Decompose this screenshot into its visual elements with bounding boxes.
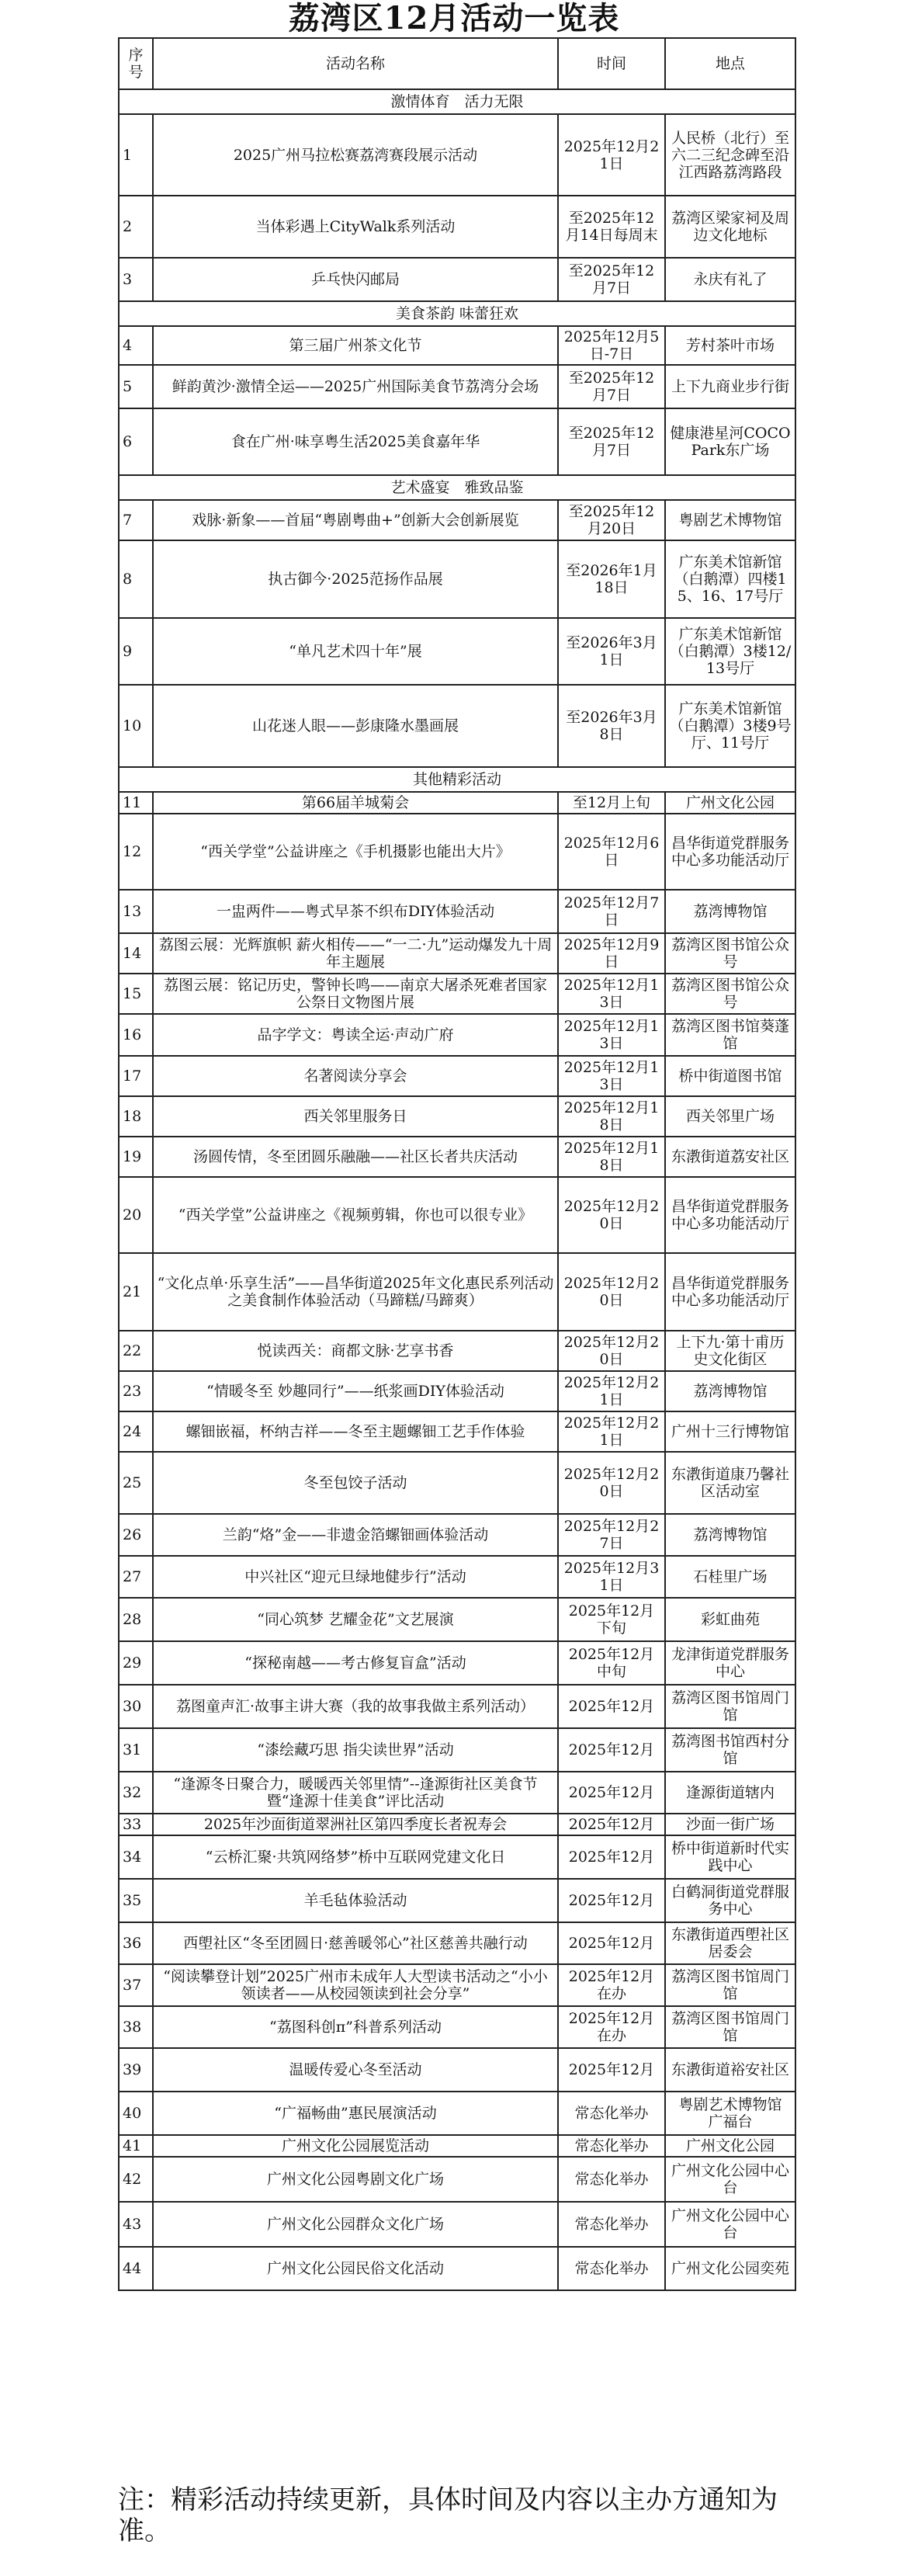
row-number: 6: [119, 408, 153, 475]
activity-location: 荔湾博物馆: [665, 890, 795, 933]
row-number: 2: [119, 196, 153, 258]
activity-time: 2025年12月: [558, 1772, 665, 1814]
activity-name: “云桥汇聚·共筑网络梦”桥中互联网党建文化日: [153, 1835, 558, 1879]
activity-time: 至2025年12月20日: [558, 500, 665, 540]
row-number: 30: [119, 1685, 153, 1728]
activity-name: “广福畅曲”惠民展演活动: [153, 2092, 558, 2135]
activity-name: “西关学堂”公益讲座之《手机摄影也能出大片》: [153, 814, 558, 890]
activity-name: 品字学文：粤读全运·声动广府: [153, 1014, 558, 1056]
table-row: [119, 1814, 795, 1835]
activity-name: 悦读西关：商都文脉·艺享书香: [153, 1331, 558, 1371]
activity-name: 戏脉·新象——首届“粤剧粤曲+”创新大会创新展览: [153, 500, 558, 540]
activity-name: 第66届羊城菊会: [153, 792, 558, 814]
table-row: [119, 1014, 795, 1056]
row-number: 11: [119, 792, 153, 814]
activity-location: 东漖街道裕安社区: [665, 2048, 795, 2092]
activity-name: 一盅两件——粤式早茶不织布DIY体验活动: [153, 890, 558, 933]
row-number: 20: [119, 1177, 153, 1253]
activity-location: 广州文化公园: [665, 792, 795, 814]
activity-time: 2025年12月5日-7日: [558, 326, 665, 365]
activity-name: 第三届广州茶文化节: [153, 326, 558, 365]
row-number: 9: [119, 618, 153, 685]
activity-time: 2025年12月31日: [558, 1556, 665, 1598]
table-row: [119, 258, 795, 301]
row-number: 34: [119, 1835, 153, 1879]
row-number: 19: [119, 1137, 153, 1177]
activity-name: 汤圆传情，冬至团圆乐融融——社区长者共庆活动: [153, 1137, 558, 1177]
activity-time: 2025年12月18日: [558, 1137, 665, 1177]
activity-location: 人民桥（北行）至六二三纪念碑至沿江西路荔湾路段: [665, 114, 795, 196]
activity-name: 食在广州·味享粤生活2025美食嘉年华: [153, 408, 558, 475]
table-row: [119, 974, 795, 1014]
table-row: [119, 1096, 795, 1137]
activity-time: 常态化举办: [558, 2202, 665, 2247]
table-row: [119, 326, 795, 365]
activity-time: 2025年12月中旬: [558, 1641, 665, 1685]
activity-time: 2025年12月下旬: [558, 1598, 665, 1641]
row-number: 31: [119, 1728, 153, 1772]
table-row: [119, 618, 795, 685]
table-row: [119, 890, 795, 933]
activity-name: 广州文化公园群众文化广场: [153, 2202, 558, 2247]
table-row: [119, 2247, 795, 2290]
activity-name: 中兴社区“迎元旦绿地健步行”活动: [153, 1556, 558, 1598]
activity-time: 常态化举办: [558, 2135, 665, 2157]
activity-location: 桥中街道图书馆: [665, 1056, 795, 1096]
activity-name: “文化点单·乐享生活”——昌华街道2025年文化惠民系列活动之美食制作体验活动（马蹄糕/马蹄爽）: [153, 1253, 558, 1331]
activity-time: 至2026年3月1日: [558, 618, 665, 685]
activity-location: 西关邻里广场: [665, 1096, 795, 1137]
table-row: [119, 2157, 795, 2202]
table-row: [119, 1556, 795, 1598]
table-row: [119, 1137, 795, 1177]
row-number: 36: [119, 1922, 153, 1964]
activity-name: 西塱社区“冬至团圆日·慈善暖邻心”社区慈善共融行动: [153, 1922, 558, 1964]
activity-location: 东漖街道康乃馨社区活动室: [665, 1452, 795, 1514]
table-row: [119, 1253, 795, 1331]
activity-location: 芳村茶叶市场: [665, 326, 795, 365]
activity-name: 西关邻里服务日: [153, 1096, 558, 1137]
activity-time: 至12月上旬: [558, 792, 665, 814]
activity-location: 荔湾区图书馆葵蓬馆: [665, 1014, 795, 1056]
activity-location: 荔湾区图书馆公众号: [665, 933, 795, 974]
activity-location: 永庆有礼了: [665, 258, 795, 301]
row-number: 12: [119, 814, 153, 890]
row-number: 13: [119, 890, 153, 933]
row-number: 33: [119, 1814, 153, 1835]
activity-location: 荔湾区图书馆周门馆: [665, 2006, 795, 2048]
section-title: 激情体育 活力无限: [119, 89, 795, 114]
activity-location: 广州文化公园中心台: [665, 2157, 795, 2202]
table-row: [119, 1452, 795, 1514]
activity-time: 2025年12月20日: [558, 1177, 665, 1253]
table-row: [119, 1411, 795, 1452]
activity-time: 2025年12月13日: [558, 1056, 665, 1096]
table-row: [119, 1772, 795, 1814]
activity-table: [118, 37, 796, 2291]
activity-name: “漆绘藏巧思 指尖读世界”活动: [153, 1728, 558, 1772]
table-header-row: [119, 38, 795, 89]
table-row: [119, 1056, 795, 1096]
activity-name: 乒乓快闪邮局: [153, 258, 558, 301]
activity-name: “探秘南越——考古修复盲盒”活动: [153, 1641, 558, 1685]
activity-time: 至2025年12月7日: [558, 365, 665, 408]
section-header-row: [119, 475, 795, 500]
row-number: 37: [119, 1964, 153, 2006]
activity-location: 昌华街道党群服务中心多功能活动厅: [665, 1253, 795, 1331]
activity-location: 昌华街道党群服务中心多功能活动厅: [665, 1177, 795, 1253]
activity-name: 名著阅读分享会: [153, 1056, 558, 1096]
row-number: 26: [119, 1514, 153, 1556]
activity-time: 2025年12月21日: [558, 1411, 665, 1452]
section-header-row: [119, 767, 795, 792]
row-number: 32: [119, 1772, 153, 1814]
row-number: 22: [119, 1331, 153, 1371]
activity-location: 逢源街道辖内: [665, 1772, 795, 1814]
section-title: 艺术盛宴 雅致品鉴: [119, 475, 795, 500]
table-row: [119, 500, 795, 540]
activity-time: 2025年12月: [558, 1922, 665, 1964]
page-title: 荔湾区12月活动一览表: [288, 0, 620, 36]
activity-location: 荔湾区图书馆周门馆: [665, 1685, 795, 1728]
activity-name: 山花迷人眼——彭康隆水墨画展: [153, 685, 558, 767]
table-row: [119, 1371, 795, 1411]
row-number: 41: [119, 2135, 153, 2157]
activity-time: 2025年12月: [558, 1814, 665, 1835]
activity-name: 2025广州马拉松赛荔湾赛段展示活动: [153, 114, 558, 196]
row-number: 43: [119, 2202, 153, 2247]
activity-location: 彩虹曲苑: [665, 1598, 795, 1641]
table-row: [119, 2092, 795, 2135]
activity-time: 2025年12月在办: [558, 2006, 665, 2048]
row-number: 10: [119, 685, 153, 767]
activity-time: 至2025年12月7日: [558, 258, 665, 301]
activity-location: 沙面一街广场: [665, 1814, 795, 1835]
activity-name: 兰韵“烙”金——非遗金箔螺钿画体验活动: [153, 1514, 558, 1556]
activity-location: 广东美术馆新馆（白鹅潭）3楼9号厅、11号厅: [665, 685, 795, 767]
activity-location: 石桂里广场: [665, 1556, 795, 1598]
table-row: [119, 2006, 795, 2048]
activity-time: 2025年12月20日: [558, 1452, 665, 1514]
section-header-row: [119, 89, 795, 114]
activity-time: 2025年12月20日: [558, 1331, 665, 1371]
table-row: [119, 540, 795, 618]
activity-location: 上下九·第十甫历史文化街区: [665, 1331, 795, 1371]
activity-location: 粤剧艺术博物馆 广福台: [665, 2092, 795, 2135]
activity-name: 广州文化公园粤剧文化广场: [153, 2157, 558, 2202]
activity-location: 白鹤洞街道党群服务中心: [665, 1879, 795, 1922]
table-row: [119, 1922, 795, 1964]
activity-location: 粤剧艺术博物馆: [665, 500, 795, 540]
activity-time: 2025年12月18日: [558, 1096, 665, 1137]
header-location: 地点: [665, 38, 795, 89]
table-row: [119, 933, 795, 974]
header-time: 时间: [558, 38, 665, 89]
activity-name: 鲜韵黄沙·激情全运——2025广州国际美食节荔湾分会场: [153, 365, 558, 408]
activity-time: 2025年12月13日: [558, 974, 665, 1014]
activity-time: 2025年12月9日: [558, 933, 665, 974]
activity-time: 2025年12月: [558, 2048, 665, 2092]
row-number: 39: [119, 2048, 153, 2092]
table-row: [119, 685, 795, 767]
row-number: 15: [119, 974, 153, 1014]
table-row: [119, 1598, 795, 1641]
header-no: 序号: [119, 38, 153, 89]
row-number: 21: [119, 1253, 153, 1331]
row-number: 18: [119, 1096, 153, 1137]
row-number: 35: [119, 1879, 153, 1922]
activity-location: 荔湾博物馆: [665, 1514, 795, 1556]
table-row: [119, 814, 795, 890]
activity-name: “荔图科创π”科普系列活动: [153, 2006, 558, 2048]
row-number: 17: [119, 1056, 153, 1096]
table-row: [119, 1835, 795, 1879]
activity-name: “阅读攀登计划”2025广州市未成年人大型读书活动之“小小领读者——从校园领读到社会分享”: [153, 1964, 558, 2006]
table-row: [119, 2048, 795, 2092]
activity-time: 2025年12月在办: [558, 1964, 665, 2006]
activity-time: 2025年12月: [558, 1685, 665, 1728]
activity-name: “逢源冬日聚合力，暖暖西关邻里情”--逢源街社区美食节暨“逢源十佳美食”评比活动: [153, 1772, 558, 1814]
activity-time: 2025年12月21日: [558, 1371, 665, 1411]
section-title: 其他精彩活动: [119, 767, 795, 792]
activity-name: 荔图童声汇·故事主讲大赛（我的故事我做主系列活动）: [153, 1685, 558, 1728]
activity-location: 广州文化公园奕苑: [665, 2247, 795, 2290]
activity-location: 广东美术馆新馆（白鹅潭）四楼15、16、17号厅: [665, 540, 795, 618]
activity-time: 2025年12月: [558, 1728, 665, 1772]
activity-time: 至2025年12月14日每周末: [558, 196, 665, 258]
activity-location: 健康港星河COCO Park东广场: [665, 408, 795, 475]
row-number: 44: [119, 2247, 153, 2290]
activity-name: “西关学堂”公益讲座之《视频剪辑，你也可以很专业》: [153, 1177, 558, 1253]
activity-name: 2025年沙面街道翠洲社区第四季度长者祝寿会: [153, 1814, 558, 1835]
activity-time: 2025年12月20日: [558, 1253, 665, 1331]
row-number: 29: [119, 1641, 153, 1685]
row-number: 38: [119, 2006, 153, 2048]
table-row: [119, 365, 795, 408]
activity-name: 温暖传爱心冬至活动: [153, 2048, 558, 2092]
table-row: [119, 196, 795, 258]
row-number: 4: [119, 326, 153, 365]
row-number: 8: [119, 540, 153, 618]
activity-name: “单凡艺术四十年”展: [153, 618, 558, 685]
activity-time: 至2026年3月8日: [558, 685, 665, 767]
table-row: [119, 1728, 795, 1772]
activity-location: 广州十三行博物馆: [665, 1411, 795, 1452]
activity-time: 2025年12月: [558, 1879, 665, 1922]
table-row: [119, 408, 795, 475]
activity-location: 东漖街道西塱社区居委会: [665, 1922, 795, 1964]
row-number: 14: [119, 933, 153, 974]
header-name: 活动名称: [153, 38, 558, 89]
footnote: 注：精彩活动持续更新，具体时间及内容以主办方通知为准。: [118, 2484, 778, 2546]
table-row: [119, 1177, 795, 1253]
activity-name: 冬至包饺子活动: [153, 1452, 558, 1514]
activity-name: 广州文化公园展览活动: [153, 2135, 558, 2157]
activity-time: 常态化举办: [558, 2092, 665, 2135]
activity-time: 常态化举办: [558, 2247, 665, 2290]
activity-location: 荔湾区图书馆公众号: [665, 974, 795, 1014]
activity-location: 广州文化公园中心台: [665, 2202, 795, 2247]
activity-time: 2025年12月21日: [558, 114, 665, 196]
activity-location: 荔湾区梁家祠及周边文化地标: [665, 196, 795, 258]
activity-time: 2025年12月: [558, 1835, 665, 1879]
activity-location: 广州文化公园: [665, 2135, 795, 2157]
table-row: [119, 2202, 795, 2247]
table-row: [119, 1514, 795, 1556]
row-number: 5: [119, 365, 153, 408]
table-row: [119, 114, 795, 196]
row-number: 25: [119, 1452, 153, 1514]
row-number: 23: [119, 1371, 153, 1411]
activity-name: 荔图云展：铭记历史，警钟长鸣——南京大屠杀死难者国家公祭日文物图片展: [153, 974, 558, 1014]
table-row: [119, 1685, 795, 1728]
row-number: 3: [119, 258, 153, 301]
row-number: 24: [119, 1411, 153, 1452]
activity-location: 龙津街道党群服务中心: [665, 1641, 795, 1685]
activity-location: 桥中街道新时代实践中心: [665, 1835, 795, 1879]
activity-time: 2025年12月27日: [558, 1514, 665, 1556]
row-number: 28: [119, 1598, 153, 1641]
table-row: [119, 1331, 795, 1371]
table-row: [119, 792, 795, 814]
table-row: [119, 2135, 795, 2157]
table-row: [119, 1964, 795, 2006]
activity-location: 昌华街道党群服务中心多功能活动厅: [665, 814, 795, 890]
activity-location: 上下九商业步行街: [665, 365, 795, 408]
row-number: 1: [119, 114, 153, 196]
activity-location: 东漖街道荔安社区: [665, 1137, 795, 1177]
table-row: [119, 1641, 795, 1685]
activity-name: 螺钿嵌福，杯纳吉祥——冬至主题螺钿工艺手作体验: [153, 1411, 558, 1452]
table-body: [119, 89, 795, 2290]
activity-name: “同心筑梦 艺耀金花”文艺展演: [153, 1598, 558, 1641]
activity-time: 2025年12月6日: [558, 814, 665, 890]
activity-name: 广州文化公园民俗文化活动: [153, 2247, 558, 2290]
activity-location: 广东美术馆新馆（白鹅潭）3楼12/13号厅: [665, 618, 795, 685]
row-number: 42: [119, 2157, 153, 2202]
activity-location: 荔湾区图书馆周门馆: [665, 1964, 795, 2006]
activity-time: 至2026年1月18日: [558, 540, 665, 618]
activity-name: 荔图云展：光辉旗帜 薪火相传——“一二·九”运动爆发九十周年主题展: [153, 933, 558, 974]
activity-name: 当体彩遇上CityWalk系列活动: [153, 196, 558, 258]
activity-name: “情暖冬至 妙趣同行”——纸浆画DIY体验活动: [153, 1371, 558, 1411]
row-number: 40: [119, 2092, 153, 2135]
row-number: 16: [119, 1014, 153, 1056]
activity-time: 常态化举办: [558, 2157, 665, 2202]
activity-name: 执古御今·2025范扬作品展: [153, 540, 558, 618]
section-header-row: [119, 301, 795, 326]
row-number: 27: [119, 1556, 153, 1598]
table-row: [119, 1879, 795, 1922]
activity-time: 2025年12月13日: [558, 1014, 665, 1056]
activity-time: 至2025年12月7日: [558, 408, 665, 475]
row-number: 7: [119, 500, 153, 540]
activity-location: 荔湾博物馆: [665, 1371, 795, 1411]
activity-location: 荔湾图书馆西村分馆: [665, 1728, 795, 1772]
activity-time: 2025年12月7日: [558, 890, 665, 933]
section-title: 美食茶韵 味蕾狂欢: [119, 301, 795, 326]
activity-name: 羊毛毡体验活动: [153, 1879, 558, 1922]
